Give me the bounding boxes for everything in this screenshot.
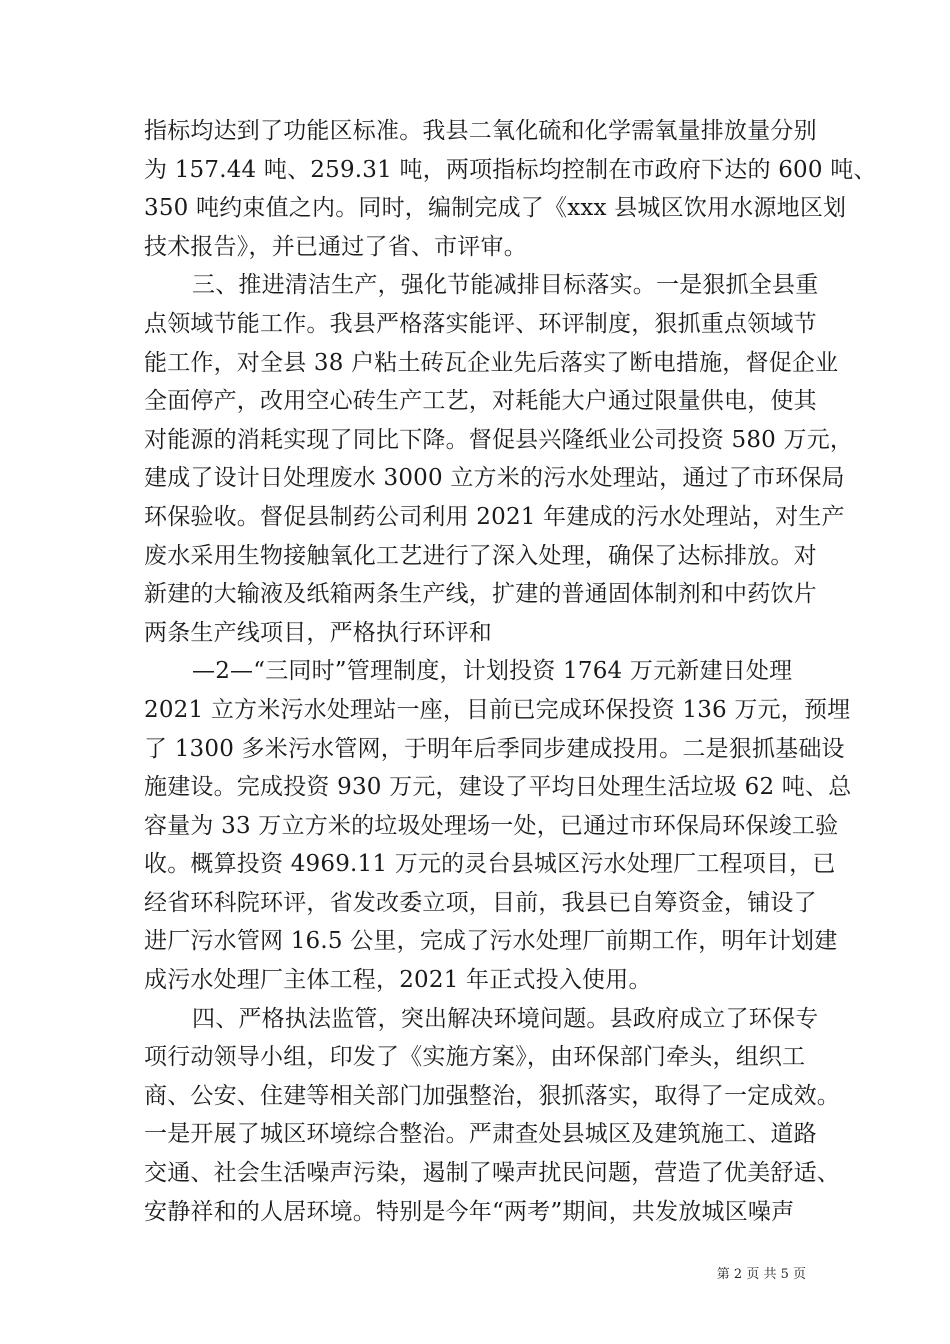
text-line: —2—“三同时”管理制度，计划投资 1764 万元新建日处理: [192, 658, 793, 685]
document-body: [144, 112, 877, 1231]
text-line: 废水采用生物接触氧化工艺进行了深入处理，确保了达标排放。对: [144, 542, 817, 569]
text-line: 了 1300 多米污水管网，于明年后季同步建成投用。二是狠抓基础设: [144, 735, 845, 762]
text-line: 三、推进清洁生产，强化节能减排目标落实。一是狠抓全县重: [192, 272, 819, 299]
text-line: 一是开展了城区环境综合整治。严肃查处县城区及建筑施工、道路: [144, 1121, 817, 1148]
text-line: 全面停产，改用空心砖生产工艺，对耗能大户通过限量供电，使其: [144, 388, 817, 415]
text-line: 经省环科院环评，省发改委立项，目前，我县已自筹资金，铺设了: [144, 889, 817, 916]
text-line: 安静祥和的人居环境。特别是今年“两考”期间，共发放城区噪声: [144, 1198, 795, 1225]
text-line: 350 吨约束值之内。同时，编制完成了《xxx 县城区饮用水源地区划: [144, 195, 847, 222]
text-line: 建成了设计日处理废水 3000 立方米的污水处理站，通过了市环保局: [144, 465, 845, 492]
text-line: 环保验收。督促县制药公司利用 2021 年建成的污水处理站，对生产: [144, 503, 845, 530]
text-line: 商、公安、住建等相关部门加强整治，狠抓落实，取得了一定成效。: [144, 1082, 840, 1109]
text-line: 交通、社会生活噪声污染，遏制了噪声扰民问题，营造了优美舒适、: [144, 1160, 840, 1187]
text-line: 2021 立方米污水处理站一座，目前已完成环保投资 136 万元，预埋: [144, 696, 851, 723]
text-line: 新建的大输液及纸箱两条生产线，扩建的普通固体制剂和中药饮片: [144, 581, 817, 608]
text-line: 对能源的消耗实现了同比下降。督促县兴隆纸业公司投资 580 万元，: [144, 426, 854, 453]
text-line: 成污水处理厂主体工程，2021 年正式投入使用。: [144, 967, 652, 994]
text-line: 指标均达到了功能区标准。我县二氧化硫和化学需氧量排放量分别: [144, 118, 817, 144]
text-line: 能工作，对全县 38 户粘土砖瓦企业先后落实了断电措施，督促企业: [144, 349, 839, 376]
text-line: 进厂污水管网 16.5 公里，完成了污水处理厂前期工作，明年计划建: [144, 928, 838, 955]
text-line: 技术报告》，并已通过了省、市评审。: [144, 233, 527, 260]
text-line: 为 157.44 吨、259.31 吨，两项指标均控制在市政府下达的 600 吨、: [144, 156, 877, 183]
text-line: 施建设。完成投资 930 万元，建设了平均日处理生活垃圾 62 吨、总: [144, 774, 852, 801]
text-line: 四、严格执法监管，突出解决环境问题。县政府成立了环保专: [192, 1005, 819, 1032]
text-line: 点领域节能工作。我县严格落实能评、环评制度，狠抓重点领域节: [144, 310, 817, 337]
text-line: 容量为 33 万立方米的垃圾处理场一处，已通过市环保局环保竣工验: [144, 812, 839, 839]
text-line: 项行动领导小组，印发了《实施方案》，由环保部门牵头，组织工: [144, 1044, 806, 1071]
text-line: 收。概算投资 4969.11 万元的灵台县城区污水处理厂工程项目，已: [144, 851, 836, 878]
page-number-footer: 第 2 页 共 5 页: [716, 1267, 806, 1282]
text-line: 两条生产线项目，严格执行环评和: [144, 619, 492, 646]
